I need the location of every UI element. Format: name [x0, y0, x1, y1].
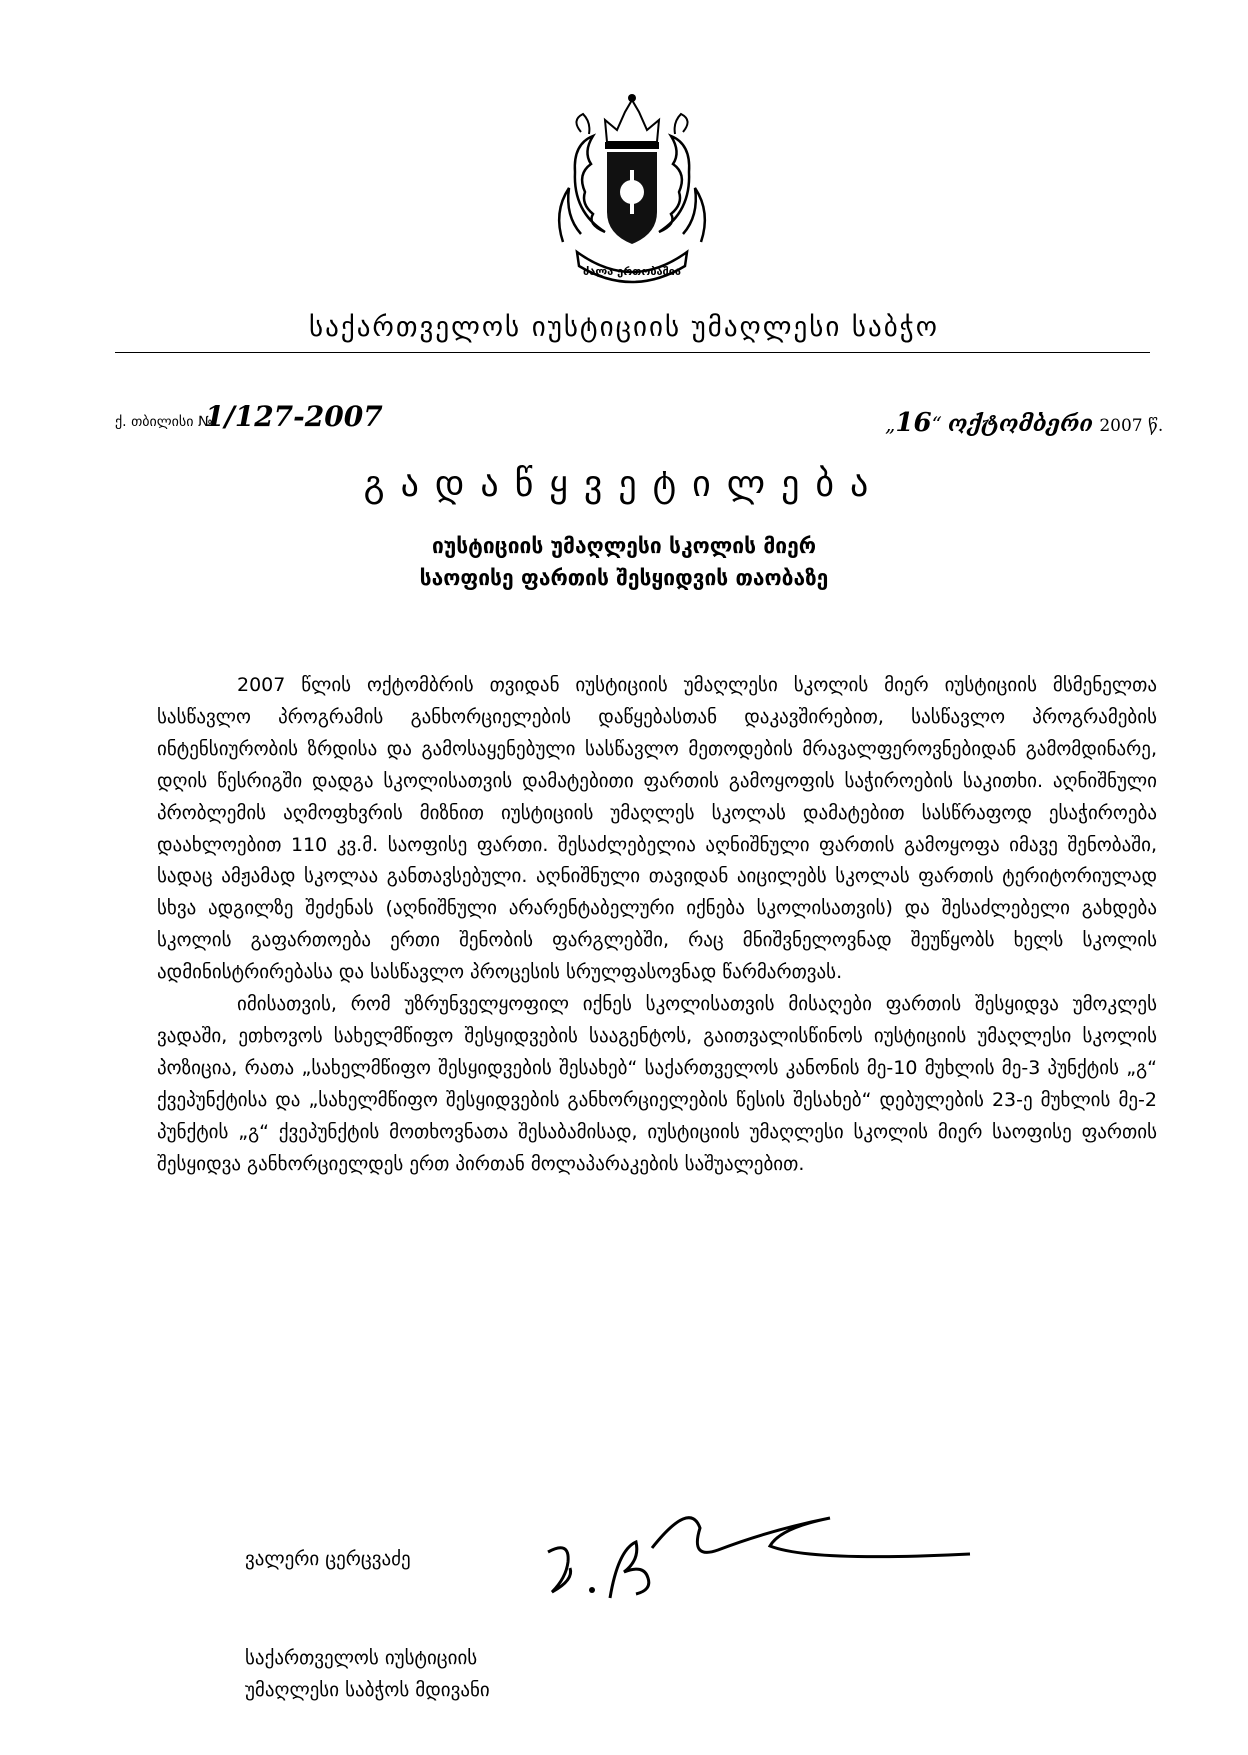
- date-month: ოქტომბერი: [948, 411, 1093, 437]
- georgia-coat-of-arms-icon: [535, 92, 730, 292]
- header-divider: [115, 352, 1150, 353]
- handwritten-signature: [540, 1480, 980, 1610]
- place-label: ქ. თბილისი №: [115, 414, 213, 430]
- document-subject: [0, 530, 1248, 594]
- document-number: 1/127-2007: [205, 400, 383, 433]
- signer-name: ვალერი ცერცვაძე: [245, 1548, 411, 1570]
- position-line-2: უმაღლესი საბჭოს მდივანი: [245, 1679, 490, 1701]
- body-paragraph-1: 2007 წლის ოქტომბრის თვიდან იუსტიციის უმაღლესი სკოლის მიერ იუსტიციის მსმენელთა სასწავლო პროგრამის განხორციელების დაწყებასთან დაკავშირებით, სასწავლო პროგრამების ინტენსიურობის ზრდისა და გამოსაყენებული სასწავლო მეთოდების მრავალფეროვნებიდან გამომდინარე, დღის წესრიგში დადგა სკოლისათვის დამატებითი ფართის გამოყოფის საჭიროების საკითხი. აღნიშნული პრობლემის აღმოფხვრის მიზნით იუსტიციის უმაღლეს სკოლას დამატებით სასწრაფოდ ესაჭიროება დაახლოებით 110 კვ.მ. საოფისე ფართი. შესაძლებელია აღნიშნული ფართის გამოყოფა იმავე შენობაში, სადაც ამჟამად სკოლაა განთავსებული. აღნიშნული თავიდან აიცილებს სკოლას ფართის ტერიტორიულად სხვა ადგილზე შეძენას (აღნიშნული არარენტაბელური იქნება სკოლისათვის) და შესაძლებელი გახდება სკოლის გაფართოება ერთი შენობის ფარგლებში, რაც მნიშვნელოვნად შეუწყობს ხელს სკოლის ადმინისტრირებასა და სასწავლო პროცესის სრულფასოვნად წარმართვას.: [157, 674, 1157, 984]
- document-body: [157, 670, 1157, 1181]
- date-year: 2007 წ.: [1099, 416, 1164, 436]
- subject-line-1: იუსტიციის უმაღლესი სკოლის მიერ: [431, 534, 817, 558]
- body-paragraph-2: იმისათვის, რომ უზრუნველყოფილ იქნეს სკოლისათვის მისაღები ფართის შესყიდვა უმოკლეს ვადაში, ეთხოვოს სახელმწიფო შესყიდვების სააგენტოს, გაითვალისწინოს იუსტიციის უმაღლესი სკოლის პოზიცია, რათა „სახელმწიფო შესყიდვების შესახებ“ საქართველოს კანონის მე-10 მუხლის მე-3 პუნქტის „გ“ ქვეპუნქტისა და „სახელმწიფო შესყიდვების განხორციელების წესის შესახებ“ დებულების 23-ე მუხლის მე-2 პუნქტის „გ“ ქვეპუნქტის მოთხოვნათა შესაბამისად, იუსტიციის უმაღლესი სკოლის მიერ საოფისე ფართის შესყიდვა განხორციელდეს ერთ პირთან მოლაპარაკების საშუალებით.: [157, 993, 1157, 1175]
- position-line-1: საქართველოს იუსტიციის: [245, 1647, 478, 1669]
- date-day: 16: [895, 408, 932, 438]
- signer-position: [245, 1642, 490, 1706]
- document-date: „16“ ოქტომბერი 2007 წ.: [885, 408, 1164, 438]
- organization-title: საქართველოს იუსტიციის უმაღლესი საბჭო: [309, 312, 939, 343]
- subject-line-2: საოფისე ფართის შესყიდვის თაობაზე: [419, 566, 829, 590]
- document-title: გადაწყვეტილება: [363, 464, 885, 505]
- emblem-motto: ძალა ერთობაშია: [583, 265, 681, 278]
